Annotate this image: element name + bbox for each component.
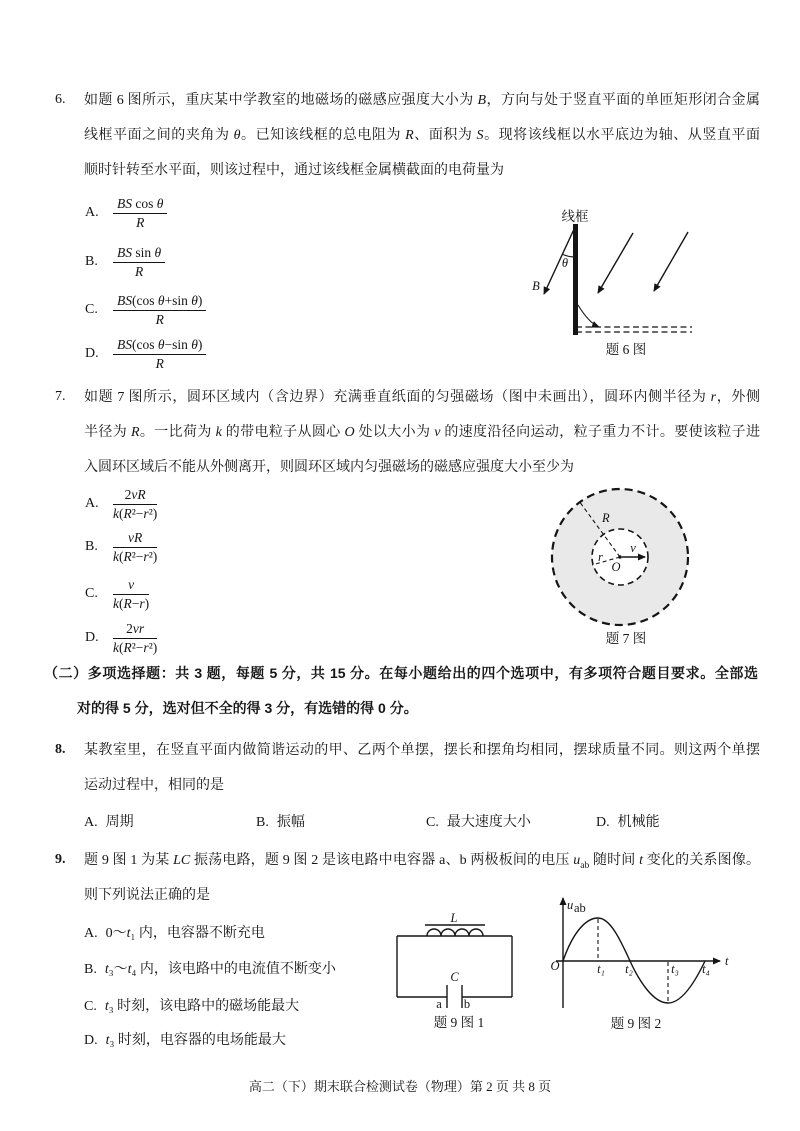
option-label: D.	[84, 1033, 98, 1048]
t2-tick-label: t₂	[625, 962, 633, 976]
option-label: D.	[85, 630, 99, 645]
figure-q6	[528, 202, 708, 362]
plate-a-label: a	[436, 997, 442, 1011]
option-text: 周期	[105, 815, 134, 830]
fraction-numerator: vR	[113, 530, 157, 548]
center-label: O	[611, 560, 621, 574]
fraction-denominator: k(R²−r²)	[113, 505, 158, 521]
option-label: B.	[85, 539, 98, 554]
y-axis-label: u	[567, 898, 574, 912]
option-7-b	[85, 528, 157, 566]
option-7-d	[85, 619, 157, 657]
figure-q9-2-voltage-graph	[548, 888, 768, 1040]
option-text: t₃～t₄ 内，该电路中的电流值不断变小	[104, 962, 336, 977]
option-8-a	[84, 811, 134, 831]
option-formula	[113, 530, 157, 565]
question-text-line: 半径为 R。一比荷为 k 的带电粒子从圆心 O 处以大小为 v 的速度沿径向运动，粒子重力不计。要使该粒子进	[84, 425, 761, 440]
option-6-d	[85, 335, 206, 373]
option-label: A.	[85, 205, 99, 220]
option-7-a	[85, 485, 157, 523]
option-label: C.	[85, 302, 98, 317]
fraction-denominator: k(R−r)	[113, 595, 150, 611]
page-footer: 高二（下）期末联合检测试卷（物理）第 2 页 共 8 页	[248, 1079, 552, 1094]
option-8-b	[256, 811, 305, 831]
fraction-denominator: R	[136, 214, 145, 230]
option-text: 振幅	[276, 815, 305, 830]
option-formula	[113, 245, 165, 280]
option-label: A.	[84, 815, 98, 830]
figure-caption: 题 9 图 1	[433, 1015, 485, 1030]
b-field-arrow	[654, 232, 688, 291]
figure-q9-1-lc-circuit	[390, 905, 535, 1035]
option-9-a	[84, 922, 265, 942]
b-field-label: B	[532, 279, 540, 293]
option-9-d	[84, 1029, 286, 1049]
option-formula	[113, 293, 206, 328]
option-label: C.	[84, 999, 97, 1014]
wire-frame-label: 线框	[561, 209, 589, 224]
fraction-denominator: R	[155, 311, 164, 327]
theta-label: θ	[561, 256, 569, 270]
outer-radius-label: R	[602, 511, 610, 525]
t3-tick-label: t₃	[671, 962, 679, 976]
figure-caption: 题 6 图	[605, 342, 647, 357]
option-formula	[113, 621, 157, 656]
b-field-arrow	[544, 227, 575, 294]
option-formula	[113, 577, 149, 612]
figure-caption: 题 9 图 2	[610, 1016, 662, 1031]
question-number: 8.	[55, 742, 66, 757]
origin-label: O	[550, 959, 560, 973]
x-axis-label: t	[725, 954, 729, 968]
option-8-d	[596, 811, 660, 831]
option-9-b	[84, 958, 336, 978]
b-field-arrow	[598, 233, 633, 293]
center-dot	[618, 555, 622, 559]
fraction-numerator: v	[113, 577, 149, 595]
option-text: 最大速度大小	[446, 815, 531, 830]
question-text-line: 顺时针转至水平面，则该过程中，通过该线框金属横截面的电荷量为	[84, 163, 504, 178]
option-formula	[113, 196, 167, 231]
option-8-c	[426, 811, 531, 831]
option-9-c	[84, 995, 299, 1015]
fraction-denominator: R	[134, 263, 144, 279]
wire-frame-bar	[573, 224, 578, 335]
fraction-numerator: 2vr	[113, 621, 157, 639]
question-number: 7.	[55, 389, 66, 404]
question-text-line: 则下列说法正确的是	[84, 888, 210, 903]
option-text: t₃ 时刻，该电路中的磁场能最大	[104, 999, 300, 1014]
plate-b-label: b	[463, 997, 471, 1011]
option-label: B.	[85, 254, 98, 269]
fraction-denominator: R	[155, 355, 164, 371]
section-heading-line: （二）多项选择题：共 3 题，每题 5 分，共 15 分。在每小题给出的四个选项中，有多项符合题目要求。全部选	[44, 665, 758, 681]
option-text: 机械能	[617, 815, 660, 830]
question-text-line: 题 9 图 1 为某 LC 振荡电路，题 9 图 2 是该电路中电容器 a、b 两极板间的电压 $u_{ab}$ 随时间 t 变化的关系图像。	[84, 853, 761, 871]
option-6-a	[85, 194, 167, 232]
option-label: D.	[596, 815, 610, 830]
question-text-line: 线框平面之间的夹角为 θ。已知该线框的总电阻为 R、面积为 S。现将该线框以水平底边为轴、从竖直平面	[84, 128, 761, 143]
inductor-label: L	[450, 911, 458, 925]
option-6-c	[85, 291, 206, 329]
t4-tick-label: t₄	[702, 962, 710, 976]
question-number: 9.	[55, 852, 66, 867]
fraction-numerator: BS cos θ	[113, 196, 167, 214]
option-label: C.	[426, 815, 439, 830]
fraction-numerator: BS(cos θ−sin θ)	[113, 337, 206, 355]
option-label: A.	[85, 496, 99, 511]
section-heading-line: 对的得 5 分，选对但不全的得 3 分，有选错的得 0 分。	[77, 700, 418, 716]
question-number: 6.	[55, 92, 66, 107]
t1-tick-label: t₁	[597, 962, 605, 976]
y-axis-label-subscript: ab	[574, 901, 586, 915]
option-label: A.	[84, 926, 98, 941]
question-text-line: 某教室里，在竖直平面内做简谐运动的甲、乙两个单摆，摆长和摆角均相同，摆球质量不同。则这两个单摆	[84, 743, 760, 758]
fraction-denominator: k(R²−r²)	[113, 548, 158, 564]
figure-caption: 题 7 图	[605, 631, 647, 646]
figure-q7	[545, 478, 705, 650]
question-text-line: 入圆环区域后不能从外侧离开，则圆环区域内匀强磁场的磁感应强度大小至少为	[84, 460, 574, 475]
question-text-line: 如题 6 图所示，重庆某中学教室的地磁场的磁感应强度大小为 B，方向与处于竖直平面的单匝矩形闭合金属	[84, 93, 761, 108]
option-6-b	[85, 243, 165, 281]
capacitor-label: C	[450, 970, 459, 984]
velocity-label: v	[630, 541, 636, 555]
question-text-line: 运动过程中，相同的是	[84, 778, 224, 793]
fraction-numerator: 2vR	[113, 487, 157, 505]
option-text: t₃ 时刻，电容器的电场能最大	[105, 1033, 286, 1048]
fraction-denominator: k(R²−r²)	[113, 639, 158, 655]
option-label: B.	[256, 815, 269, 830]
inductor-coil	[427, 929, 483, 936]
option-label: C.	[85, 586, 98, 601]
option-formula	[113, 487, 157, 522]
option-formula	[113, 337, 206, 372]
inner-radius-label: r	[598, 550, 603, 564]
rotation-arrow	[578, 305, 599, 327]
option-label: D.	[85, 346, 99, 361]
fraction-numerator: BS(cos θ+sin θ)	[113, 293, 206, 311]
question-text-line: 如题 7 图所示，圆环区域内（含边界）充满垂直纸面的匀强磁场（图中未画出），圆环内侧半径为 r，外侧	[84, 390, 761, 405]
option-7-c	[85, 575, 149, 613]
option-label: B.	[84, 962, 97, 977]
fraction-numerator: BS sin θ	[113, 245, 165, 263]
option-text: 0～t₁ 内，电容器不断充电	[105, 926, 265, 941]
